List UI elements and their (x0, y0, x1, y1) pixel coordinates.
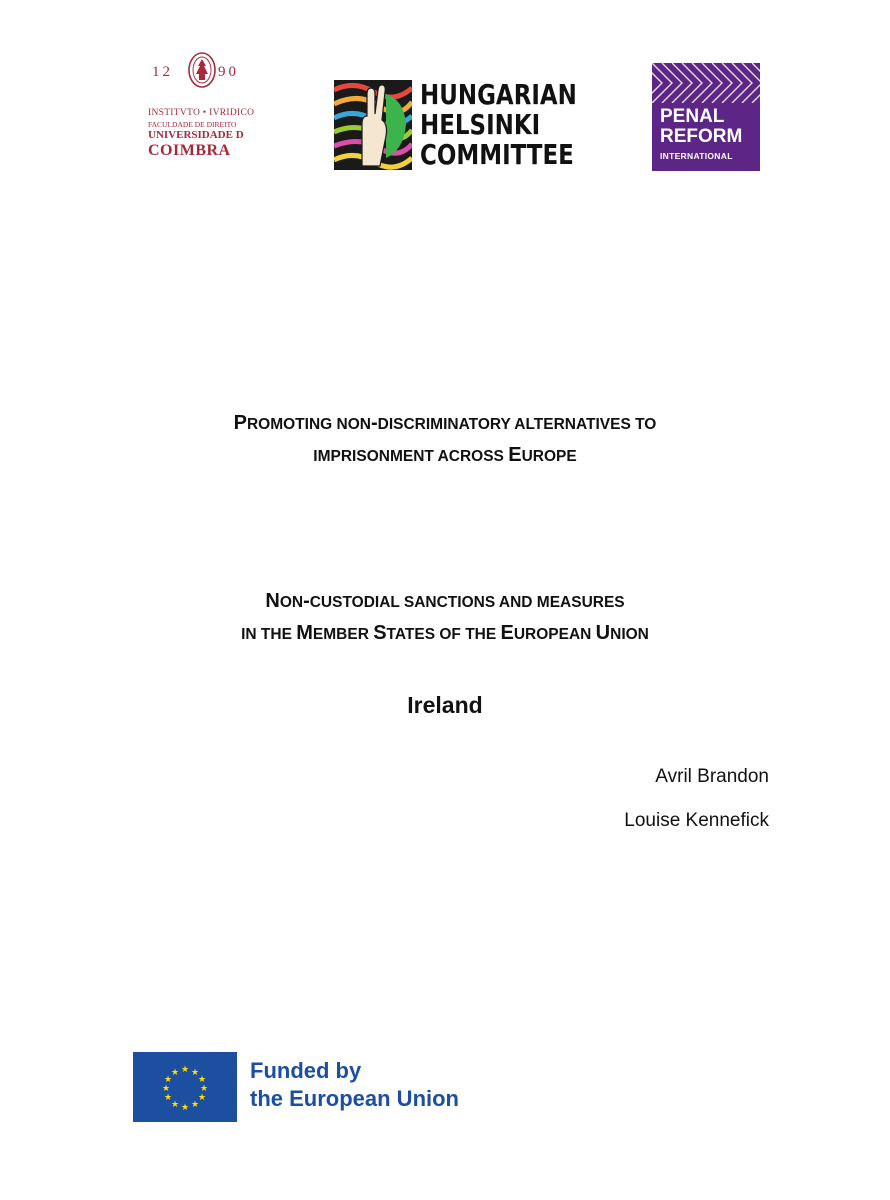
eu-funding-line-2: the European Union (250, 1086, 459, 1111)
hhc-line-1: HUNGARIAN (420, 78, 577, 111)
coimbra-logo (148, 50, 255, 159)
report-title-line-2: IMPRISONMENT ACROSS EUROPE (313, 444, 577, 466)
hhc-line-2: HELSINKI (420, 108, 541, 141)
svg-text:★: ★ (170, 1068, 180, 1078)
svg-text:★: ★ (161, 1084, 171, 1094)
hhc-logo (334, 78, 577, 172)
svg-text:★: ★ (197, 1093, 207, 1103)
report-title-line-1: PROMOTING NON-DISCRIMINATORY ALTERNATIVES TO (233, 412, 657, 434)
pri-line-2: REFORM (660, 126, 743, 147)
eu-stars-icon (133, 1052, 237, 1122)
svg-text:★: ★ (190, 1068, 200, 1078)
svg-text:★: ★ (180, 1065, 190, 1075)
hhc-line-3: COMMITTEE (420, 138, 574, 171)
coimbra-year-right: 90 (218, 64, 239, 80)
svg-text:★: ★ (190, 1100, 200, 1110)
svg-text:★: ★ (163, 1075, 173, 1085)
pri-line-1: PENAL (660, 106, 725, 127)
hhc-hand-icon (334, 80, 412, 170)
eu-funding-text (250, 1057, 459, 1113)
report-subtitle-line-2: IN THE MEMBER STATES OF THE EUROPEAN UNION (241, 622, 649, 644)
pri-line-3: INTERNATIONAL (660, 151, 733, 161)
hhc-name (420, 80, 577, 170)
eu-flag-icon (133, 1052, 237, 1122)
author-2: Louise Kennefick (624, 810, 769, 831)
svg-text:★: ★ (163, 1093, 173, 1103)
svg-text:★: ★ (170, 1100, 180, 1110)
pri-stripes-icon (652, 63, 760, 103)
author-1: Avril Brandon (655, 766, 769, 787)
report-subtitle-line-1: NON-CUSTODIAL SANCTIONS AND MEASURES (265, 590, 625, 612)
coimbra-seal-icon (186, 50, 218, 90)
svg-text:★: ★ (180, 1103, 190, 1113)
coimbra-line-2: FACULDADE DE DIREITO (148, 120, 237, 129)
pri-logo (652, 63, 760, 171)
svg-text:★: ★ (199, 1084, 209, 1094)
coimbra-line-1: INSTITVTO • IVRIDICO (148, 108, 255, 118)
svg-text:★: ★ (197, 1075, 207, 1085)
country-heading: Ireland (407, 692, 483, 718)
coimbra-line-4: COIMBRA (148, 142, 231, 159)
pri-name (660, 107, 742, 147)
coimbra-year-left: 12 (152, 64, 173, 80)
coimbra-line-3: UNIVERSIDADE D (148, 129, 244, 141)
eu-funding-line-1: Funded by (250, 1058, 362, 1083)
